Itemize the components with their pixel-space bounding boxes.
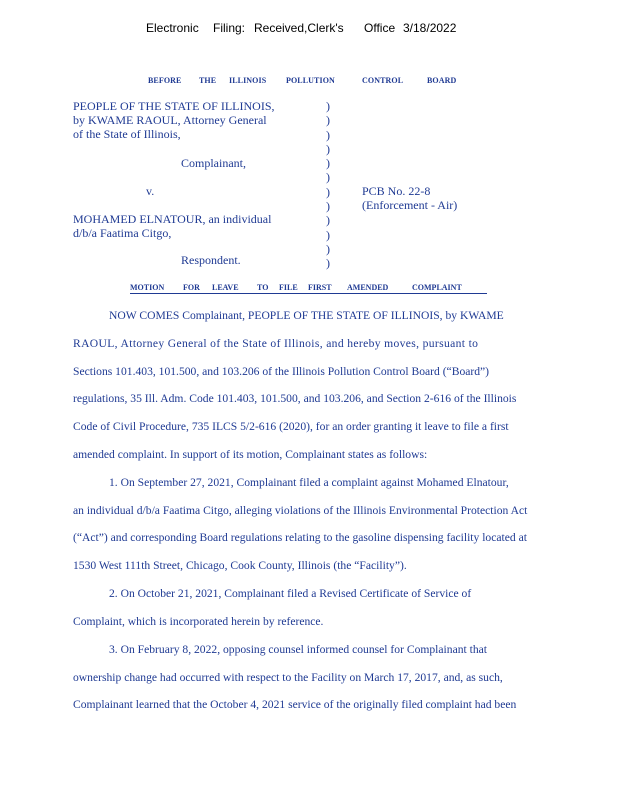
body-line: NOW COMES Complainant, PEOPLE OF THE STATE OF ILLINOIS, by KWAME — [109, 309, 504, 322]
paren: ) — [326, 127, 330, 142]
board-word: POLLUTION — [286, 76, 335, 85]
paren: ) — [326, 184, 330, 199]
complainant-line: of the State of Illinois, — [73, 127, 181, 141]
board-word: CONTROL — [362, 76, 404, 85]
body-line: 1530 West 111th Street, Chicago, Cook County, Illinois (the “Facility”). — [73, 559, 407, 572]
complainant-line: by KWAME RAOUL, Attorney General — [73, 113, 267, 127]
board-word: BOARD — [427, 76, 457, 85]
body-line: Sections 101.403, 101.500, and 103.206 of the Illinois Pollution Control Board (“Board”) — [73, 365, 490, 378]
header-filing: Filing: — [213, 21, 246, 35]
header-electronic: Electronic — [146, 21, 199, 35]
respondent-line: d/b/a Faatima Citgo, — [73, 226, 172, 240]
complainant-role: Complainant, — [181, 156, 246, 170]
body-line: Complaint, which is incorporated herein by reference. — [73, 615, 324, 628]
title-word: MOTION — [130, 283, 165, 292]
title-word: LEAVE — [212, 283, 239, 292]
title-word: FILE — [279, 283, 298, 292]
case-number: PCB No. 22-8 — [362, 184, 431, 198]
board-word: BEFORE — [148, 76, 182, 85]
paren: ) — [326, 241, 330, 256]
title-word: TO — [257, 283, 269, 292]
board-word: ILLINOIS — [229, 76, 267, 85]
versus: v. — [146, 184, 155, 198]
board-word: THE — [199, 76, 217, 85]
paren: ) — [326, 213, 330, 228]
body-line: Code of Civil Procedure, 735 ILCS 5/2-616 (2020), for an order granting it leave to file a first — [73, 420, 509, 433]
caption-parens — [326, 99, 330, 271]
case-type: (Enforcement - Air) — [362, 198, 458, 212]
body-line: ownership change had occurred with respect to the Facility on March 17, 2017, and, as such, — [73, 671, 503, 684]
body-line: regulations, 35 Ill. Adm. Code 101.403, 101.500, and 103.206, and Section 2-616 of the Illinois — [73, 392, 517, 405]
paren: ) — [326, 141, 330, 156]
body-line: 3. On February 8, 2022, opposing counsel informed counsel for Complainant that — [109, 643, 488, 656]
paren: ) — [326, 113, 330, 128]
complainant-line: PEOPLE OF THE STATE OF ILLINOIS, — [73, 99, 275, 113]
body-line: Complainant learned that the October 4, 2021 service of the originally filed complaint had been — [73, 698, 517, 711]
paren: ) — [326, 156, 330, 171]
respondent-role: Respondent. — [181, 253, 241, 267]
header-received: Received,Clerk's — [254, 21, 344, 35]
paren: ) — [326, 99, 330, 113]
body-line: amended complaint. In support of its motion, Complainant states as follows: — [73, 448, 428, 461]
title-word: COMPLAINT — [412, 283, 462, 292]
body-line: 1. On September 27, 2021, Complainant filed a complaint against Mohamed Elnatour, — [109, 476, 509, 489]
title-word: AMENDED — [347, 283, 389, 292]
body-line: an individual d/b/a Faatima Citgo, alleging violations of the Illinois Environmental Protection Act — [73, 504, 528, 517]
body-line: (“Act”) and corresponding Board regulations relating to the gasoline dispensing facility located at — [73, 531, 527, 544]
title-word: FIRST — [308, 283, 332, 292]
title-word: FOR — [183, 283, 200, 292]
body-line: 2. On October 21, 2021, Complainant filed a Revised Certificate of Service of — [109, 587, 472, 600]
paren: ) — [326, 170, 330, 185]
title-underline — [130, 293, 487, 294]
paren: ) — [326, 199, 330, 214]
paren: ) — [326, 256, 330, 271]
body-line: RAOUL, Attorney General of the State of Illinois, and hereby moves, pursuant to — [73, 337, 479, 350]
respondent-line: MOHAMED ELNATOUR, an individual — [73, 212, 272, 226]
header-date: 3/18/2022 — [403, 21, 457, 35]
header-office: Office — [364, 21, 396, 35]
paren: ) — [326, 227, 330, 242]
